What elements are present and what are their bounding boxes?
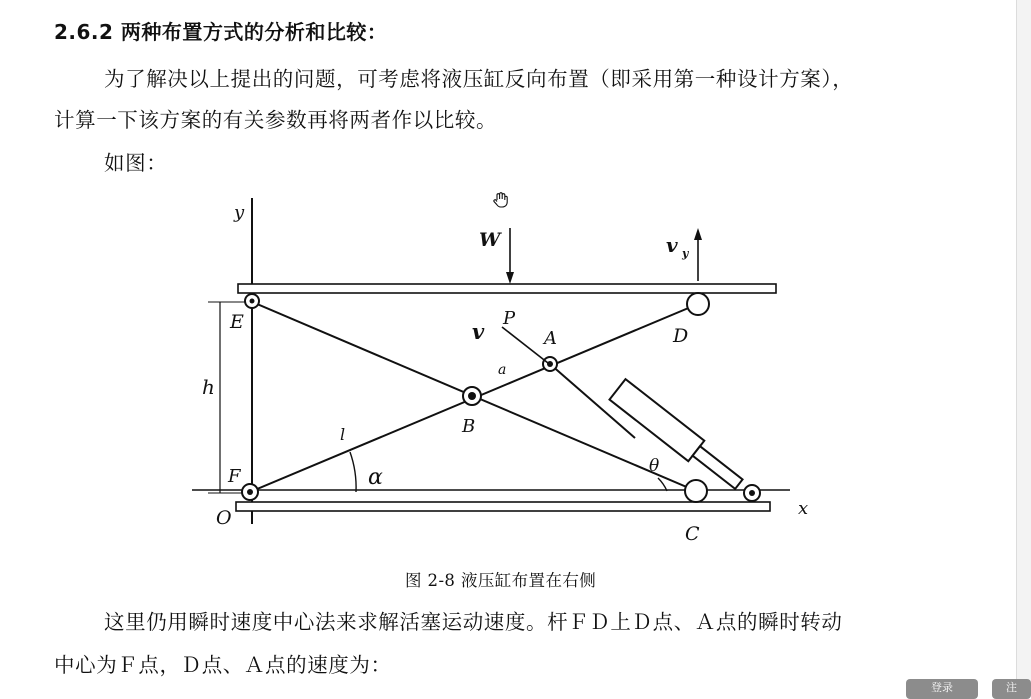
- label-theta: θ: [649, 456, 660, 476]
- scrollbar[interactable]: [1016, 0, 1031, 693]
- label-e: E: [230, 311, 244, 333]
- velocity-arrow-a: [502, 327, 548, 363]
- label-p: P: [503, 308, 516, 329]
- base-plate: [236, 502, 770, 511]
- scissor-lift-diagram: [180, 188, 840, 548]
- label-h: h: [202, 375, 215, 399]
- paragraph-line-3: 如图：: [104, 151, 168, 175]
- label-vy: v: [666, 233, 678, 257]
- figure-caption: 图 2-8 液压缸布置在右侧: [405, 571, 597, 590]
- login-button[interactable]: 登录: [906, 679, 978, 699]
- body-line-2: 中心为Ｆ点，Ｄ点、Ａ点的速度为：: [54, 653, 392, 677]
- label-o: O: [216, 507, 232, 529]
- body-line-1: 这里仍用瞬时速度中心法来求解活塞运动速度。杆ＦＤ上Ｄ点、Ａ点的瞬时转动: [104, 610, 843, 634]
- roller-d: [687, 293, 709, 315]
- section-heading: 2.6.2 两种布置方式的分析和比较：: [54, 20, 388, 44]
- label-b: B: [462, 416, 476, 437]
- paragraph-line-1: 为了解决以上提出的问题，可考虑将液压缸反向布置（即采用第一种设计方案），: [104, 67, 854, 91]
- label-alpha: α: [368, 465, 383, 490]
- label-f: F: [228, 466, 241, 487]
- label-v: v: [472, 319, 485, 344]
- label-x: x: [798, 498, 809, 519]
- hand-cursor-icon: [492, 191, 510, 209]
- label-c: C: [685, 523, 700, 545]
- label-vy-subscript: y: [682, 247, 689, 260]
- label-l: l: [340, 425, 346, 444]
- top-platform: [238, 284, 776, 293]
- paragraph-line-2: 计算一下该方案的有关参数再将两者作以比较。: [54, 108, 498, 132]
- roller-c: [685, 480, 707, 502]
- hydraulic-cylinder: [609, 379, 746, 494]
- label-d: D: [673, 325, 689, 347]
- label-w: W: [479, 229, 501, 251]
- label-a-length: a: [498, 362, 507, 378]
- label-y: y: [234, 202, 245, 223]
- register-button[interactable]: 注: [992, 679, 1031, 699]
- label-a-point: A: [544, 328, 557, 349]
